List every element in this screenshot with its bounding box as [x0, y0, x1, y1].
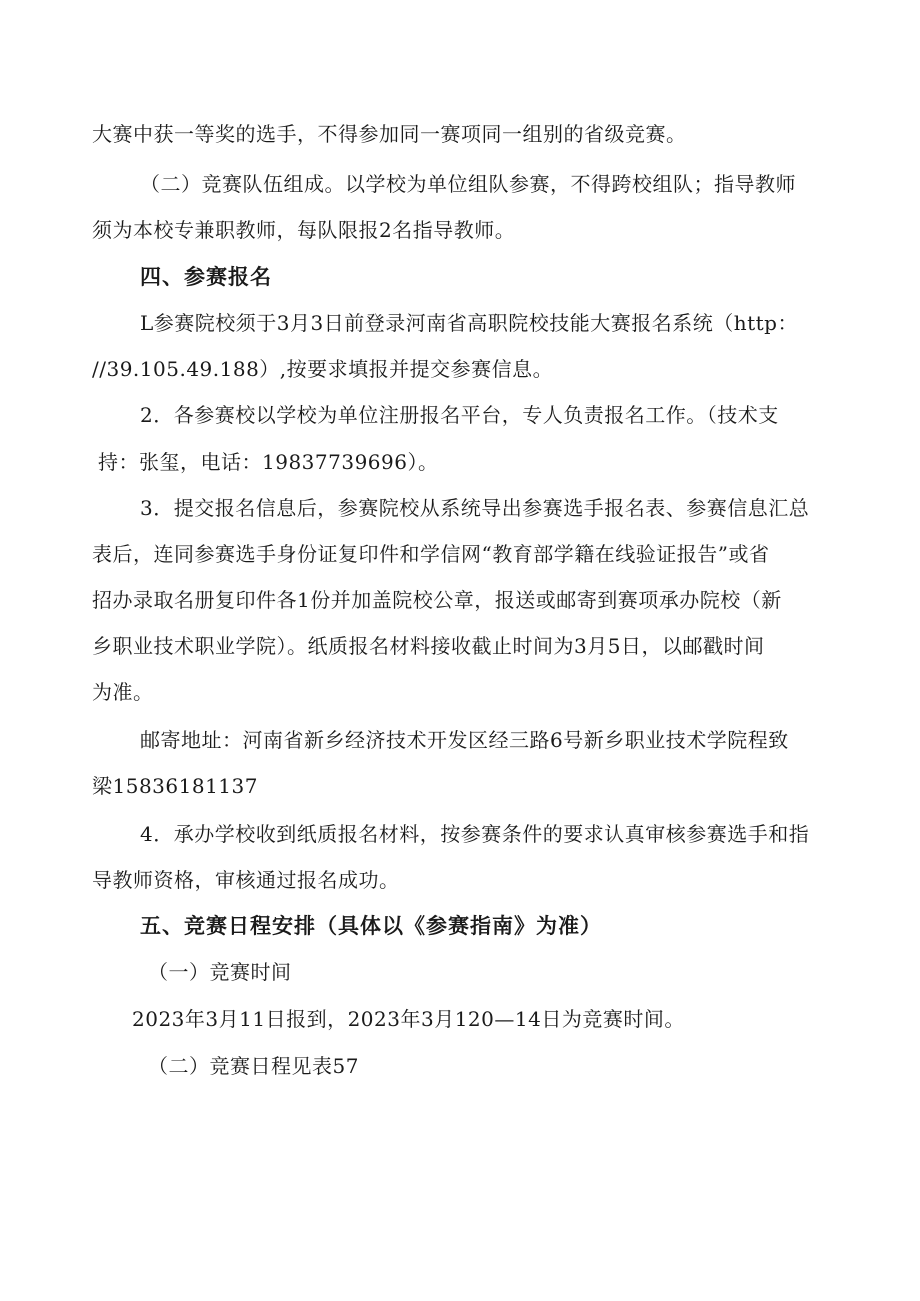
item-1-line-1: L参赛院校须于3月3日前登录河南省高职院校技能大赛报名系统（http： [140, 311, 798, 335]
item-2-line-2: 持：张玺，电话：19837739696）。 [98, 450, 439, 474]
sub-heading-competition-time: （一）竞赛时间 [148, 960, 292, 984]
item-3-line-5: 为准。 [92, 680, 154, 704]
item-3-line-3: 招办录取名册复印件各1份并加盖院校公章，报送或邮寄到赛项承办院校（新 [92, 588, 782, 612]
section-5-heading: 五、竞赛日程安排（具体以《参赛指南》为准） [140, 914, 602, 938]
item-2-line-1: 2．各参赛校以学校为单位注册报名平台，专人负责报名工作。（技术支 [140, 403, 779, 427]
item-3-line-1: 3．提交报名信息后，参赛院校从系统导出参赛选手报名表、参赛信息汇总 [140, 496, 810, 520]
sub-heading-schedule: （二）竞赛日程见表57 [148, 1054, 359, 1078]
section-4-heading: 四、参赛报名 [140, 265, 272, 289]
team-para-line-1: （二）竞赛队伍组成。以学校为单位组队参赛，不得跨校组队；指导教师 [140, 172, 796, 196]
paragraph-prev-tail: 大赛中获一等奖的选手，不得参加同一赛项同一组别的省级竞赛。 [92, 122, 687, 146]
item-1-line-2: //39.105.49.188）,按要求填报并提交参赛信息。 [92, 357, 554, 381]
item-4-line-2: 导教师资格，审核通过报名成功。 [92, 868, 400, 892]
item-3-line-2: 表后，连同参赛选手身份证复印件和学信网“教育部学籍在线验证报告”或省 [92, 542, 770, 566]
address-line-1: 邮寄地址：河南省新乡经济技术开发区经三路6号新乡职业技术学院程致 [140, 728, 789, 752]
team-para-line-2: 须为本校专兼职教师，每队限报2名指导教师。 [92, 218, 516, 242]
address-line-2: 梁15836181137 [92, 774, 258, 798]
item-3-line-4: 乡职业技术职业学院）。纸质报名材料接收截止时间为3月5日，以邮戳时间 [92, 634, 765, 658]
competition-time-text: 2023年3月11日报到，2023年3月120—14日为竞赛时间。 [132, 1007, 685, 1031]
item-4-line-1: 4．承办学校收到纸质报名材料，按参赛条件的要求认真审核参赛选手和指 [140, 822, 810, 846]
